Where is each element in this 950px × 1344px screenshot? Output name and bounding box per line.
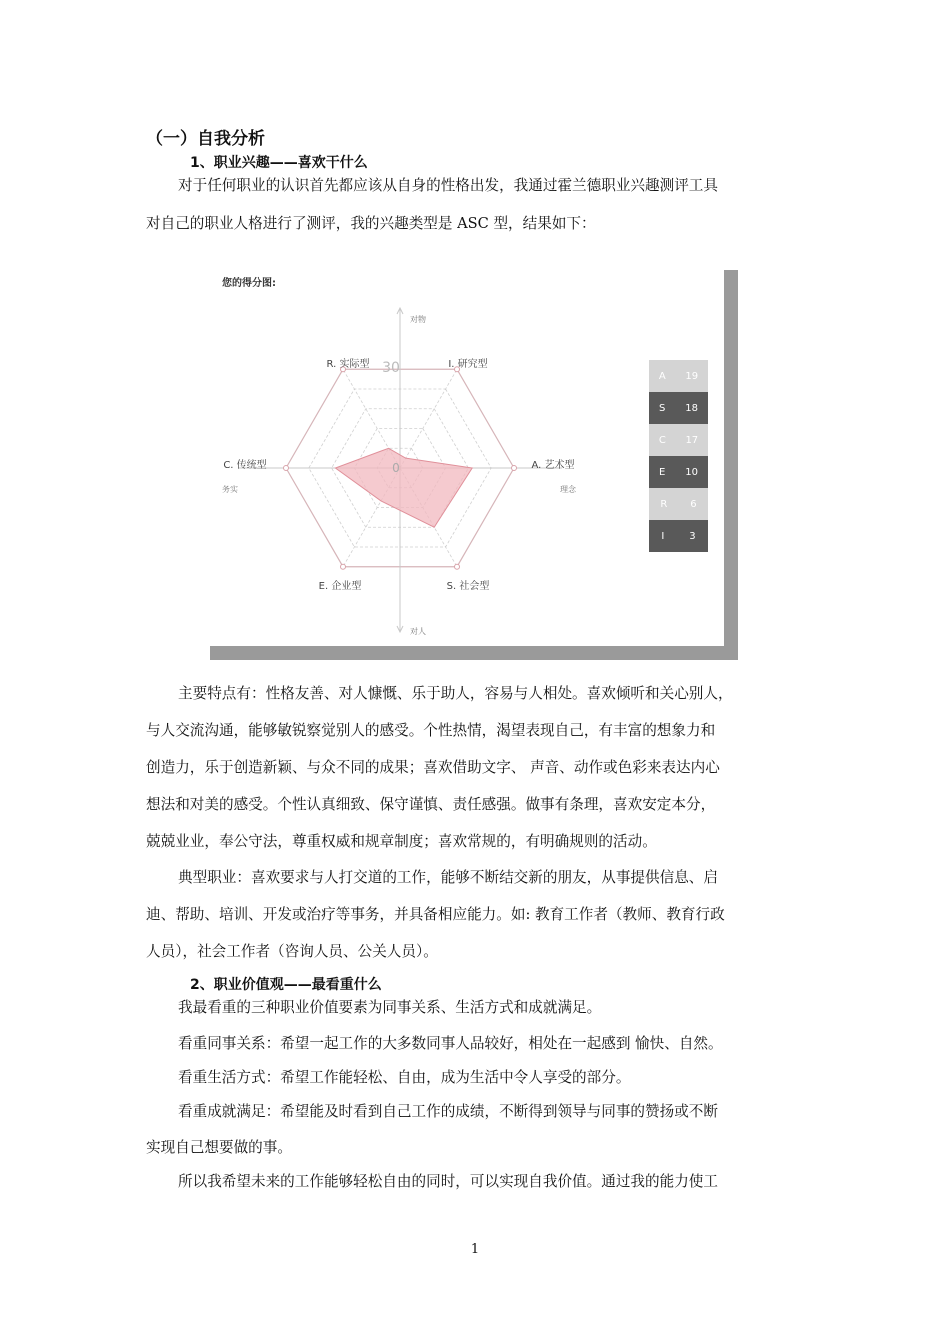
legend-score: 19 [685,370,699,382]
legend-letter: I [661,530,665,542]
legend-score: 17 [685,434,699,446]
vertex-dot [284,466,289,471]
paragraph-line: 创造力，乐于创造新颖、与众不同的成果；喜欢借助文字、 声音、动作或色彩来表达内心 [146,759,720,776]
paragraph-line: 看重同事关系：希望一起工作的大多数同事人品较好，相处在一起感到 愉快、自然。 [178,1035,723,1052]
paragraph-line: 实现自己想要做的事。 [146,1139,292,1156]
paragraph-line: 对于任何职业的认识首先都应该从自身的性格出发，我通过霍兰德职业兴趣测评工具 [178,177,718,194]
page-number: 1 [470,1242,480,1257]
legend-letter: A [658,370,666,382]
paragraph-line: 迪、帮助、培训、开发或治疗等事务，并具备相应能力。如: 教育工作者（教师、教育行政 [146,906,725,923]
vertex-label-investigative: I. 研究型 [448,359,488,370]
paragraph-line: 看重成就满足：希望能及时看到自己工作的成绩，不断得到领导与同事的赞扬或不断 [178,1103,718,1120]
paragraph-line: 看重生活方式：希望工作能轻松、自由，成为生活中令人享受的部分。 [178,1069,631,1086]
vertex-label-enterprising: E. 企业型 [318,581,362,592]
vertex-label-conventional: C. 传统型 [223,460,267,471]
paragraph-line: 想法和对美的感受。个性认真细致、保守谨慎、责任感强。做事有条理，喜欢安定本分， [146,796,716,813]
figure-shadow [210,646,738,660]
legend-score: 3 [689,530,696,542]
legend-row [649,360,708,392]
paragraph-line: 主要特点有：性格友善、对人慷慨、乐于助人，容易与人相处。喜欢倾听和关心别人， [178,685,733,702]
score-polygon [335,448,472,527]
axis-label-bottom: 对人 [410,627,426,636]
legend-score: 10 [685,466,699,478]
paragraph-line: 兢兢业业，奉公守法，尊重权威和规章制度；喜欢常规的，有明确规则的活动。 [146,833,657,850]
legend-score: 6 [690,498,697,510]
legend-row [649,488,708,520]
paragraph-line: 与人交流沟通，能够敏锐察觉别人的感受。个性热情，渴望表现自己，有丰富的想象力和 [146,722,716,739]
legend-row [649,424,708,456]
legend-score: 18 [685,402,699,414]
figure-panel [210,270,724,646]
legend-letter: C [658,434,666,446]
legend-letter: S [658,402,666,414]
vertex-label-social: S. 社会型 [446,581,490,592]
score-legend [649,360,708,552]
scale-zero-label: 0 [392,461,400,475]
paragraph-line: 我最看重的三种职业价值要素为同事关系、生活方式和成就满足。 [178,999,602,1016]
section-title: （一）自我分析 [146,129,265,149]
vertex-label-artistic: A. 艺术型 [531,460,575,471]
subsection-title-interest: 1、职业兴趣——喜欢干什么 [190,155,368,171]
legend-row [649,392,708,424]
figure-title: 您的得分图: [222,278,276,289]
vertex-dot [455,564,460,569]
axis-label-left: 务实 [222,485,238,494]
paragraph-line: 对自己的职业人格进行了测评，我的兴趣类型是 ASC 型，结果如下： [146,215,596,232]
paragraph-line: 所以我希望未来的工作能够轻松自由的同时，可以实现自我价值。通过我的能力使工 [178,1173,718,1190]
axis-label-top: 对物 [410,315,426,324]
legend-row [649,456,708,488]
scale-max-label: 30 [382,360,400,376]
vertex-label-realistic: R. 实际型 [326,359,370,370]
vertex-dot [341,564,346,569]
paragraph-line: 人员），社会工作者（咨询人员、公关人员）。 [146,943,438,960]
legend-letter: E [658,466,666,478]
axis-label-right: 理念 [560,485,576,494]
figure-shadow [724,270,738,660]
radar-spoke [400,369,457,468]
legend-row [649,520,708,552]
legend-letter: R [660,498,668,510]
radar-chart [210,270,724,646]
vertex-dot [512,466,517,471]
paragraph-line: 典型职业：喜欢要求与人打交道的工作，能够不断结交新的朋友，从事提供信息、启 [178,869,718,886]
subsection-title-values: 2、职业价值观——最看重什么 [190,977,382,993]
holland-score-figure [210,270,738,660]
